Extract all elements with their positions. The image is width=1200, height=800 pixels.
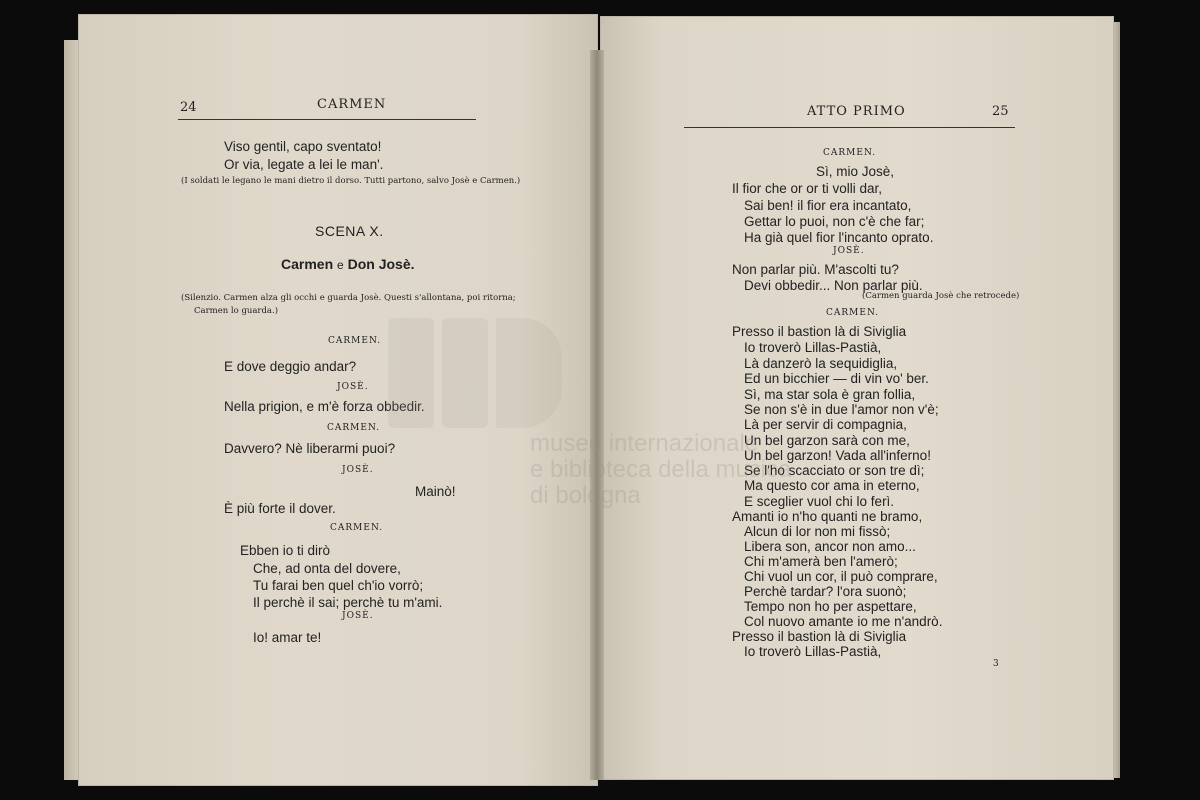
watermark-text: museo internazionale <box>530 430 759 457</box>
stage-direction: (I soldati le legano le mani dietro il dorso. Tutti partono, salvo Josè e Carmen.) <box>181 176 521 186</box>
verse-line: Io troverò Lillas-Pastià, <box>744 340 882 355</box>
verse-line: Un bel garzon sarà con me, <box>744 433 910 448</box>
verse-line: Presso il bastion là di Siviglia <box>732 629 907 644</box>
watermark-logo-shape <box>496 318 562 428</box>
verse-line: Tu farai ben quel ch'io vorrò; <box>253 578 424 593</box>
verse-line: Perchè tardar? l'ora suonò; <box>744 584 907 599</box>
verse-line: Sì, mio Josè, <box>816 164 895 179</box>
verse-line: Libera son, ancor non amo... <box>744 539 916 554</box>
stage-direction-cont: Carmen lo guarda.) <box>194 306 279 316</box>
right-header-rule <box>684 127 1015 128</box>
verse-line: Là danzerò la sequidiglia, <box>744 356 898 371</box>
watermark-text: di bologna <box>530 482 641 509</box>
verse-line: È più forte il dover. <box>224 501 336 516</box>
right-running-header: ATTO PRIMO <box>807 104 906 119</box>
speaker-label: CARMEN. <box>823 148 877 158</box>
verse-line: Viso gentil, capo sventato! <box>224 139 382 154</box>
scene-heading: SCENA X. <box>315 223 384 239</box>
persons-conjunction: e <box>337 258 344 272</box>
verse-line: Or via, legate a lei le man'. <box>224 157 384 172</box>
speaker-label: JOSÈ. <box>342 611 374 621</box>
verse-line: Se non s'è in due l'amor non v'è; <box>744 402 939 417</box>
left-page-number: 24 <box>180 100 197 115</box>
verse-line: Davvero? Nè liberarmi puoi? <box>224 441 396 456</box>
verse-line: Io troverò Lillas-Pastià, <box>744 644 882 659</box>
verse-line: Ma questo cor ama in eterno, <box>744 478 920 493</box>
stage-direction: (Silenzio. Carmen alza gli occhi e guarda Josè. Questi s'allontana, poi ritorna; <box>181 293 516 303</box>
verse-line: Ha già quel fior l'incanto oprato. <box>744 230 934 245</box>
verse-line: E sceglier vuol chi lo ferì. <box>744 494 895 509</box>
speaker-label: CARMEN. <box>327 423 381 433</box>
verse-line: Ed un bicchier — di vin vo' ber. <box>744 371 929 386</box>
verse-line: Mainò! <box>415 484 456 499</box>
verse-line: Se l'ho scacciato or son tre dì; <box>744 463 925 478</box>
speaker-label: CARMEN. <box>330 523 384 533</box>
speaker-label: CARMEN. <box>826 308 880 318</box>
person-carmen: Carmen <box>281 256 334 272</box>
verse-line: Io! amar te! <box>253 630 322 645</box>
verse-line: Che, ad onta del dovere, <box>253 561 401 576</box>
verse-line: Chi vuol un cor, il può comprare, <box>744 569 938 584</box>
scene-persons <box>281 257 415 271</box>
verse-line: Sai ben! il fior era incantato, <box>744 198 912 213</box>
watermark-text: e biblioteca della musica <box>530 456 792 483</box>
verse-line: Il perchè il sai; perchè tu m'ami. <box>253 595 443 610</box>
speaker-label: JOSÈ. <box>342 465 374 475</box>
verse-line: Sì, ma star sola è gran follia, <box>744 387 916 402</box>
verse-line: Presso il bastion là di Siviglia <box>732 324 907 339</box>
book-gutter <box>590 50 604 780</box>
speaker-label: JOSÈ. <box>337 382 369 392</box>
verse-line: E dove deggio andar? <box>224 359 357 374</box>
verse-line: Non parlar più. M'ascolti tu? <box>732 262 899 277</box>
verse-line: Gettar lo puoi, non c'è che far; <box>744 214 925 229</box>
verse-line: Tempo non ho per aspettare, <box>744 599 917 614</box>
verse-line: Alcun di lor non mi fissò; <box>744 524 891 539</box>
verse-line: Devi obbedir... Non parlar più. <box>744 278 923 293</box>
verse-line: Col nuovo amante io me n'andrò. <box>744 614 943 629</box>
verse-line: Amanti io n'ho quanti ne bramo, <box>732 509 923 524</box>
verse-line: Un bel garzon! Vada all'inferno! <box>744 448 931 463</box>
left-header-rule <box>178 119 476 120</box>
verse-line: Chi m'amerà ben l'amerò; <box>744 554 898 569</box>
verse-line: Il fior che or or ti volli dar, <box>732 181 883 196</box>
verse-line: Nella prigion, e m'è forza obbedir. <box>224 399 425 414</box>
left-running-header: CARMEN <box>317 97 387 112</box>
signature-mark: 3 <box>993 659 999 669</box>
speaker-label: CARMEN. <box>328 336 382 346</box>
person-don-jose: Don Josè. <box>347 256 415 272</box>
verse-line: Ebben io ti dirò <box>240 543 331 558</box>
right-page-number: 25 <box>992 104 1009 119</box>
stage-direction: (Carmen guarda Josè che retrocede) <box>862 291 1020 301</box>
watermark-logo-shape <box>388 318 434 428</box>
verse-line: Là per servir di compagnia, <box>744 417 907 432</box>
speaker-label: JOSÈ. <box>833 246 865 256</box>
watermark-logo-shape <box>442 318 488 428</box>
